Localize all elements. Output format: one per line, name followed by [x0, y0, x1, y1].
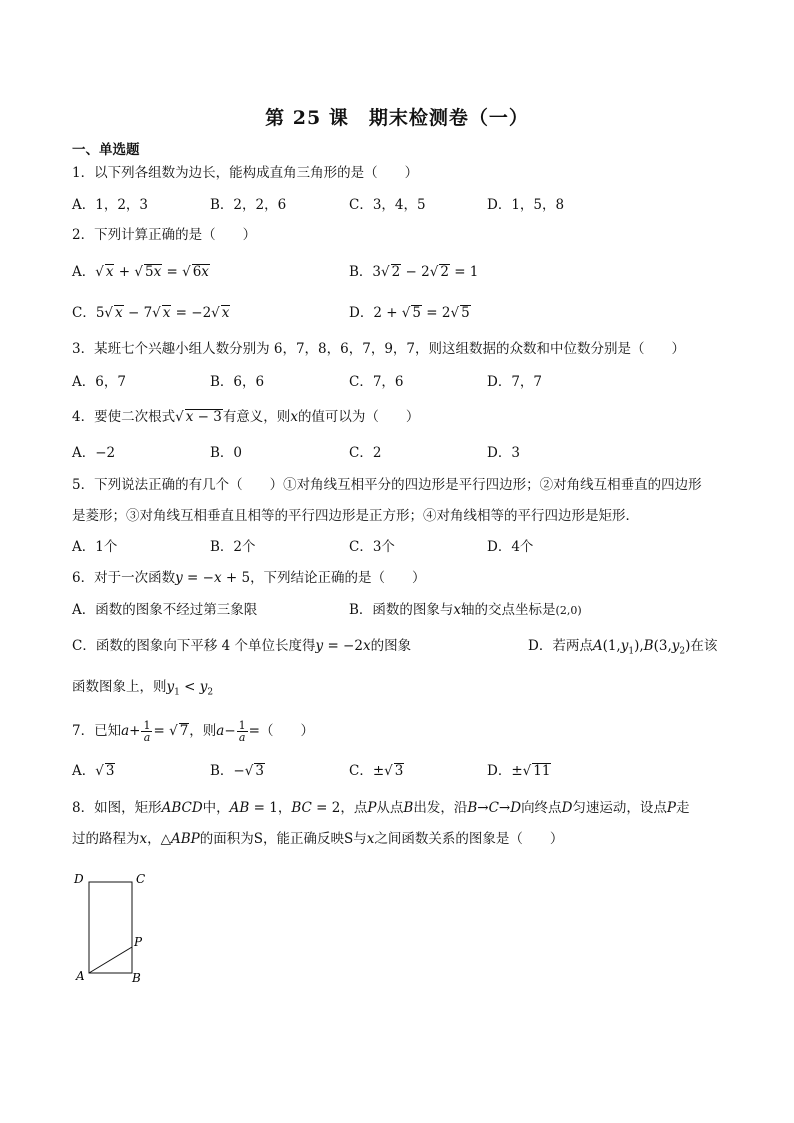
q7-option-d: D．±√ 11 [487, 763, 551, 779]
q2-option-b: B．3√ 2 − 2√ 2 = 1 [349, 264, 479, 280]
q1-option-c: C．3，4，5 [349, 197, 426, 213]
q6-option-d: D．若两点$A(1,y_1),B(3,y_2)$在该 [528, 638, 718, 657]
q2-option-d: D．2 + √ 5 = 2√ 5 [349, 305, 470, 321]
label-b: B [132, 971, 141, 985]
q5-line2: 是菱形；③对角线互相垂直且相等的平行四边形是正方形；④对角线相等的平行四边形是矩形． [72, 508, 639, 524]
label-c: C [136, 872, 146, 886]
rectangle-figure [72, 866, 162, 986]
q5-option-b: B．2个 [210, 539, 256, 555]
q4-stem: 4．要使二次根式√ x − 3有意义，则x的值可以为（ ） [72, 409, 420, 425]
q1-stem: 1．以下列各组数为边长，能构成直角三角形的是（ ） [72, 165, 419, 181]
q7-option-b: B．−√ 3 [210, 763, 264, 779]
q5-option-c: C．3个 [349, 539, 395, 555]
q8-line1: 8．如图，矩形ABCD中，AB = 1，BC = 2，点P从点B出发，沿B→C→D向终点D匀速运动，设点P走 [72, 800, 690, 816]
q4-option-b: B．0 [210, 445, 243, 461]
q5-line1: 5．下列说法正确的有几个（ ）①对角线互相平分的四边形是平行四边形；②对角线互相垂直的四边形 [72, 477, 702, 493]
q6-option-b: B．函数的图象与x轴的交点坐标是(2,0) [349, 602, 582, 618]
q3-option-c: C．7，6 [349, 374, 404, 390]
q2-option-a: A．√ x + √ 5x = √ 6x [72, 264, 209, 280]
q1-option-a: A．1，2，3 [72, 197, 149, 213]
q4-option-c: C．2 [349, 445, 382, 461]
section-heading: 一、单选题 [72, 142, 140, 158]
q2-option-c: C．5√ x − 7√ x = −2√ x [72, 305, 230, 321]
q7-option-c: C．±√ 3 [349, 763, 404, 779]
q3-option-d: D．7，7 [487, 374, 543, 390]
q6-stem: 6．对于一次函数y = −x + 5，下列结论正确的是（ ） [72, 570, 426, 586]
q4-option-a: A．−2 [72, 445, 116, 461]
q3-option-a: A．6，7 [72, 374, 126, 390]
label-p: P [134, 935, 143, 949]
q3-stem: 3．某班七个兴趣小组人数分别为 6，7，8，6，7，9，7，则这组数据的众数和中位数分别是（ ） [72, 341, 686, 357]
q5-option-d: D．4个 [487, 539, 534, 555]
q1-option-d: D．1，5，8 [487, 197, 565, 213]
page-title: 第 25 课 期末检测卷（一） [265, 107, 529, 129]
q7-option-a: A．√ 3 [72, 763, 115, 779]
q6-option-d-cont: 函数图象上，则$y_1 < y_2$ [72, 679, 214, 698]
q1-option-b: B．2，2，6 [210, 197, 287, 213]
segment-ap [89, 947, 132, 973]
label-a: A [76, 969, 85, 983]
q2-stem: 2．下列计算正确的是（ ） [72, 227, 257, 243]
q6-option-a: A．函数的图象不经过第三象限 [72, 602, 258, 618]
label-d: D [74, 872, 84, 886]
q3-option-b: B．6，6 [210, 374, 265, 390]
q5-option-a: A．1个 [72, 539, 118, 555]
q8-line2: 过的路程为x，△ABP的面积为S，能正确反映S与x之间函数关系的图象是（ ） [72, 831, 564, 847]
q4-option-d: D．3 [487, 445, 520, 461]
q6-option-c: C．函数的图象向下平移 4 个单位长度得y = −2x的图象 [72, 638, 412, 654]
q7-stem: 7．已知a+ $\frac{1}{a}$ = √ 7，则a− $\frac{1}{a}$ =（ ） [72, 719, 314, 744]
rectangle-abcd [89, 882, 132, 973]
